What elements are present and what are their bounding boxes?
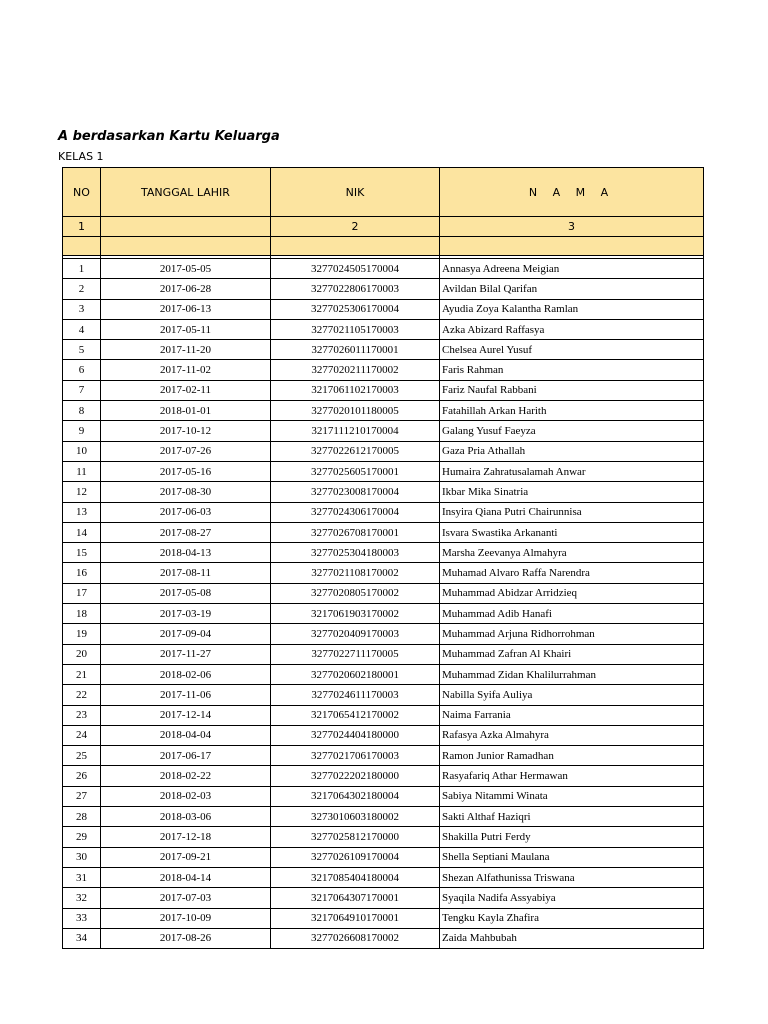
- row-nama: Rasyafariq Athar Hermawan: [440, 766, 704, 786]
- row-tanggal-lahir: 2017-12-14: [101, 705, 271, 725]
- row-no: 23: [63, 705, 101, 725]
- row-nik: 3277020211170002: [271, 360, 440, 380]
- row-nama: Zaida Mahbubah: [440, 928, 704, 948]
- row-no: 30: [63, 847, 101, 867]
- row-tanggal-lahir: 2017-06-17: [101, 746, 271, 766]
- table-row: [63, 502, 704, 522]
- table-row: [63, 522, 704, 542]
- row-nama: Marsha Zeevanya Almahyra: [440, 543, 704, 563]
- row-tanggal-lahir: 2017-11-27: [101, 644, 271, 664]
- row-nik: 3277024404180000: [271, 725, 440, 745]
- row-no: 26: [63, 766, 101, 786]
- row-nama: Muhammad Zidan Khalilurrahman: [440, 664, 704, 684]
- row-nik: 3217085404180004: [271, 867, 440, 887]
- row-tanggal-lahir: 2017-03-19: [101, 604, 271, 624]
- row-nama: Chelsea Aurel Yusuf: [440, 340, 704, 360]
- student-table: [62, 167, 704, 949]
- row-nik: 3277024505170004: [271, 259, 440, 279]
- row-nama: Nabilla Syifa Auliya: [440, 685, 704, 705]
- row-tanggal-lahir: 2018-04-14: [101, 867, 271, 887]
- table-row: [63, 827, 704, 847]
- row-tanggal-lahir: 2017-12-18: [101, 827, 271, 847]
- header-tanggal-lahir: TANGGAL LAHIR: [101, 168, 271, 217]
- row-tanggal-lahir: 2017-08-27: [101, 522, 271, 542]
- row-tanggal-lahir: 2017-06-03: [101, 502, 271, 522]
- row-nik: 3277020409170003: [271, 624, 440, 644]
- header-row: [63, 168, 704, 217]
- row-tanggal-lahir: 2017-08-11: [101, 563, 271, 583]
- row-nama: Humaira Zahratusalamah Anwar: [440, 461, 704, 481]
- row-nama: Shezan Alfathunissa Triswana: [440, 867, 704, 887]
- table-row: [63, 299, 704, 319]
- table-row: [63, 360, 704, 380]
- row-nama: Avildan Bilal Qarifan: [440, 279, 704, 299]
- row-nama: Faris Rahman: [440, 360, 704, 380]
- row-nama: Shakilla Putri Ferdy: [440, 827, 704, 847]
- row-no: 33: [63, 908, 101, 928]
- row-no: 2: [63, 279, 101, 299]
- row-no: 9: [63, 421, 101, 441]
- table-row: [63, 786, 704, 806]
- row-tanggal-lahir: 2018-02-06: [101, 664, 271, 684]
- row-tanggal-lahir: 2018-02-22: [101, 766, 271, 786]
- row-nik: 3277025812170000: [271, 827, 440, 847]
- row-nik: 3277025605170001: [271, 461, 440, 481]
- row-nik: 3217064910170001: [271, 908, 440, 928]
- row-no: 7: [63, 380, 101, 400]
- row-tanggal-lahir: 2017-05-11: [101, 319, 271, 339]
- row-nama: Sabiya Nitammi Winata: [440, 786, 704, 806]
- row-tanggal-lahir: 2017-07-26: [101, 441, 271, 461]
- table-row: [63, 482, 704, 502]
- table-row: [63, 908, 704, 928]
- table-row: [63, 401, 704, 421]
- table-row: [63, 421, 704, 441]
- row-no: 28: [63, 807, 101, 827]
- table-body: [63, 259, 704, 949]
- table-row: [63, 380, 704, 400]
- row-nik: 3277026708170001: [271, 522, 440, 542]
- row-no: 10: [63, 441, 101, 461]
- row-tanggal-lahir: 2017-05-05: [101, 259, 271, 279]
- table-row: [63, 644, 704, 664]
- row-nik: 3277021706170003: [271, 746, 440, 766]
- row-no: 27: [63, 786, 101, 806]
- row-no: 4: [63, 319, 101, 339]
- row-tanggal-lahir: 2017-08-30: [101, 482, 271, 502]
- row-no: 14: [63, 522, 101, 542]
- table-row: [63, 259, 704, 279]
- table-row: [63, 279, 704, 299]
- row-nik: 3277025304180003: [271, 543, 440, 563]
- row-nik: 3277022711170005: [271, 644, 440, 664]
- row-no: 31: [63, 867, 101, 887]
- row-nama: Muhammad Zafran Al Khairi: [440, 644, 704, 664]
- row-no: 18: [63, 604, 101, 624]
- row-no: 22: [63, 685, 101, 705]
- row-tanggal-lahir: 2017-09-21: [101, 847, 271, 867]
- row-tanggal-lahir: 2017-09-04: [101, 624, 271, 644]
- row-nik: 3273010603180002: [271, 807, 440, 827]
- row-nik: 3217064307170001: [271, 888, 440, 908]
- row-tanggal-lahir: 2017-05-16: [101, 461, 271, 481]
- table-row: [63, 319, 704, 339]
- document-title: A berdasarkan Kartu Keluarga: [58, 129, 280, 144]
- row-no: 21: [63, 664, 101, 684]
- table-row: [63, 624, 704, 644]
- row-no: 1: [63, 259, 101, 279]
- table-row: [63, 543, 704, 563]
- row-nama: Tengku Kayla Zhafira: [440, 908, 704, 928]
- row-nik: 3277026608170002: [271, 928, 440, 948]
- row-nama: Syaqila Nadifa Assyabiya: [440, 888, 704, 908]
- table-row: [63, 705, 704, 725]
- row-tanggal-lahir: 2017-11-20: [101, 340, 271, 360]
- table-row: [63, 604, 704, 624]
- table-row: [63, 807, 704, 827]
- row-no: 6: [63, 360, 101, 380]
- table-row: [63, 746, 704, 766]
- row-nama: Naima Farrania: [440, 705, 704, 725]
- header-nik: NIK: [271, 168, 440, 217]
- row-no: 25: [63, 746, 101, 766]
- row-nama: Shella Septiani Maulana: [440, 847, 704, 867]
- row-nik: 3277022806170003: [271, 279, 440, 299]
- row-nik: 3277020101180005: [271, 401, 440, 421]
- row-nama: Fatahillah Arkan Harith: [440, 401, 704, 421]
- table-row: [63, 928, 704, 948]
- row-tanggal-lahir: 2018-04-04: [101, 725, 271, 745]
- row-tanggal-lahir: 2018-02-03: [101, 786, 271, 806]
- row-nama: Ramon Junior Ramadhan: [440, 746, 704, 766]
- row-no: 34: [63, 928, 101, 948]
- row-nama: Ayudia Zoya Kalantha Ramlan: [440, 299, 704, 319]
- document-subtitle: KELAS 1: [58, 150, 104, 163]
- row-nik: 3217064302180004: [271, 786, 440, 806]
- table-row: [63, 766, 704, 786]
- row-nama: Fariz Naufal Rabbani: [440, 380, 704, 400]
- row-nama: Sakti Althaf Haziqri: [440, 807, 704, 827]
- row-nama: Rafasya Azka Almahyra: [440, 725, 704, 745]
- row-tanggal-lahir: 2017-11-02: [101, 360, 271, 380]
- row-nik: 3217111210170004: [271, 421, 440, 441]
- table-row: [63, 725, 704, 745]
- row-tanggal-lahir: 2017-06-13: [101, 299, 271, 319]
- blank-row: [63, 237, 704, 256]
- row-no: 15: [63, 543, 101, 563]
- row-no: 5: [63, 340, 101, 360]
- row-nik: 3277024611170003: [271, 685, 440, 705]
- table-row: [63, 867, 704, 887]
- row-nik: 3277022612170005: [271, 441, 440, 461]
- column-number-nama: 3: [440, 217, 704, 237]
- row-tanggal-lahir: 2018-04-13: [101, 543, 271, 563]
- row-no: 3: [63, 299, 101, 319]
- row-nik: 3277026011170001: [271, 340, 440, 360]
- row-tanggal-lahir: 2017-11-06: [101, 685, 271, 705]
- table-row: [63, 685, 704, 705]
- row-nik: 3217061903170002: [271, 604, 440, 624]
- row-nama: Ikbar Mika Sinatria: [440, 482, 704, 502]
- column-number-tanggal-lahir: [101, 217, 271, 237]
- row-nik: 3277026109170004: [271, 847, 440, 867]
- row-nama: Azka Abizard Raffasya: [440, 319, 704, 339]
- row-no: 20: [63, 644, 101, 664]
- row-tanggal-lahir: 2018-01-01: [101, 401, 271, 421]
- table-row: [63, 664, 704, 684]
- row-no: 8: [63, 401, 101, 421]
- row-nik: 3277025306170004: [271, 299, 440, 319]
- table-row: [63, 583, 704, 603]
- table-row: [63, 461, 704, 481]
- row-nik: 3277020805170002: [271, 583, 440, 603]
- row-nama: Muhammad Abidzar Arridzieq: [440, 583, 704, 603]
- row-no: 11: [63, 461, 101, 481]
- row-nama: Insyira Qiana Putri Chairunnisa: [440, 502, 704, 522]
- row-tanggal-lahir: 2017-02-11: [101, 380, 271, 400]
- column-number-row: [63, 217, 704, 237]
- row-nik: 3217061102170003: [271, 380, 440, 400]
- table-row: [63, 340, 704, 360]
- row-tanggal-lahir: 2017-05-08: [101, 583, 271, 603]
- row-no: 24: [63, 725, 101, 745]
- row-nik: 3217065412170002: [271, 705, 440, 725]
- row-nik: 3277021105170003: [271, 319, 440, 339]
- row-nik: 3277023008170004: [271, 482, 440, 502]
- table-row: [63, 888, 704, 908]
- table-row: [63, 441, 704, 461]
- header-no: NO: [63, 168, 101, 217]
- row-tanggal-lahir: 2017-06-28: [101, 279, 271, 299]
- row-no: 16: [63, 563, 101, 583]
- row-nama: Muhamad Alvaro Raffa Narendra: [440, 563, 704, 583]
- row-nik: 3277024306170004: [271, 502, 440, 522]
- row-nama: Galang Yusuf Faeyza: [440, 421, 704, 441]
- row-nik: 3277021108170002: [271, 563, 440, 583]
- row-no: 12: [63, 482, 101, 502]
- column-number-no: 1: [63, 217, 101, 237]
- row-tanggal-lahir: 2017-10-09: [101, 908, 271, 928]
- table-row: [63, 563, 704, 583]
- row-tanggal-lahir: 2017-10-12: [101, 421, 271, 441]
- row-tanggal-lahir: 2017-07-03: [101, 888, 271, 908]
- row-no: 29: [63, 827, 101, 847]
- row-nama: Isvara Swastika Arkananti: [440, 522, 704, 542]
- row-nik: 3277022202180000: [271, 766, 440, 786]
- header-nama: N A M A: [440, 168, 704, 217]
- row-nama: Gaza Pria Athallah: [440, 441, 704, 461]
- table-row: [63, 847, 704, 867]
- row-nama: Muhammad Arjuna Ridhorrohman: [440, 624, 704, 644]
- row-no: 13: [63, 502, 101, 522]
- row-no: 17: [63, 583, 101, 603]
- column-number-nik: 2: [271, 217, 440, 237]
- row-nama: Annasya Adreena Meigian: [440, 259, 704, 279]
- row-tanggal-lahir: 2018-03-06: [101, 807, 271, 827]
- row-nama: Muhammad Adib Hanafi: [440, 604, 704, 624]
- row-tanggal-lahir: 2017-08-26: [101, 928, 271, 948]
- row-no: 19: [63, 624, 101, 644]
- row-nik: 3277020602180001: [271, 664, 440, 684]
- row-no: 32: [63, 888, 101, 908]
